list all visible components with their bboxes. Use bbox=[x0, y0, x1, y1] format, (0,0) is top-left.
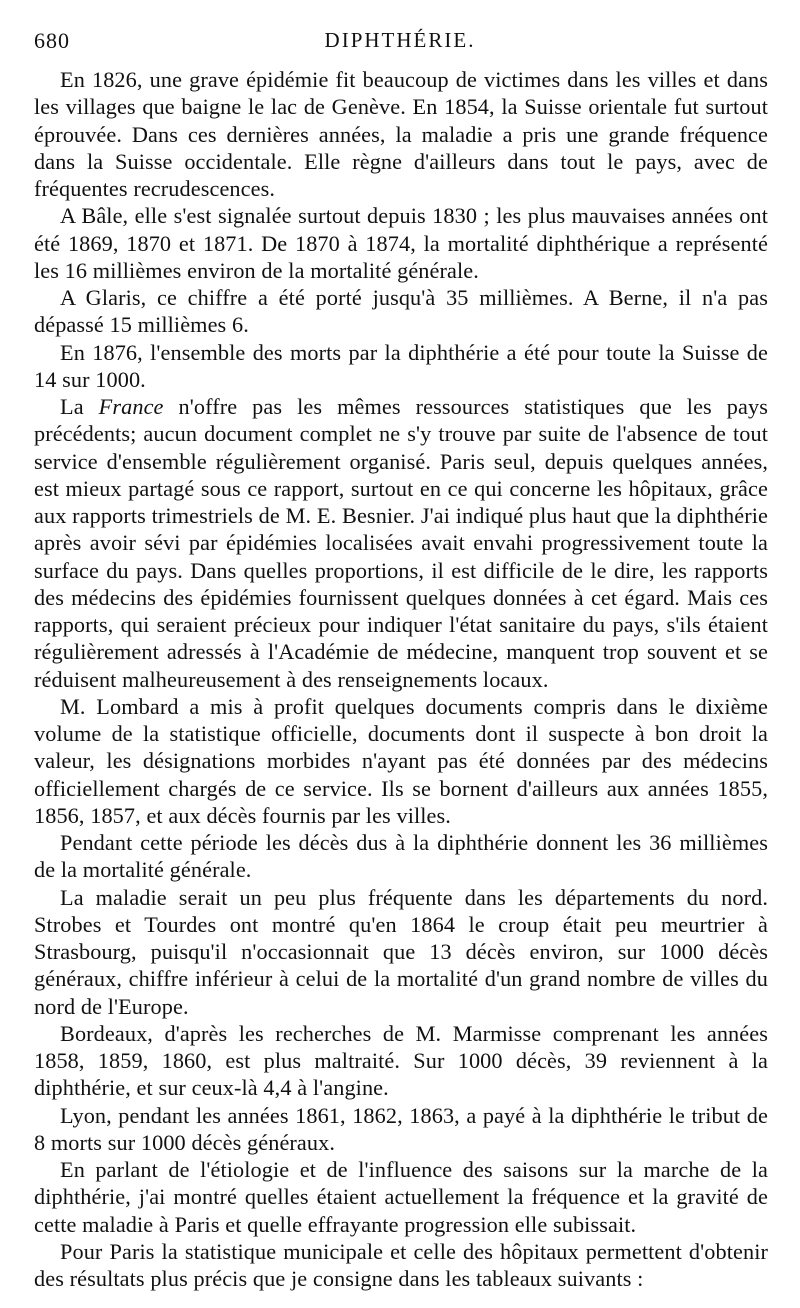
paragraph-france bbox=[34, 393, 768, 693]
page-number: 680 bbox=[34, 28, 70, 53]
paragraph-france-rest: n'offre pas les mêmes ressources statistiques que les pays précédents; aucun document complet ne s'y trouve par suite de l'absence de tout service d'ensemble régulièrement organisé. Paris seul, depuis quelques années, est mieux partagé sous ce rapport, surtout en ce qui concerne les hôpitaux, grâce aux rapports trimestriels de M. E. Besnier. J'ai indiqué plus haut que la diphthérie après avoir sévi par épidémies localisées avait envahi progressivement toute la surface du pays. Dans quelles proportions, il est difficile de le dire, les rapports des médecins des épidémies fournissent quelques données à cet égard. Mais ces rapports, qui seraient précieux pour indiquer l'état sanitaire du pays, s'ils étaient régulièrement adressés à l'Académie de médecine, manquent trop souvent et se réduisent malheureusement à des renseignements locaux. bbox=[34, 394, 768, 692]
paragraph-bordeaux: Bordeaux, d'après les recherches de M. Marmisse comprenant les années 1858, 1859, 1860, est plus maltraité. Sur 1000 décès, 39 reviennent à la diphthérie, et sur ceux-là 4,4 à l'angine. bbox=[34, 1020, 768, 1101]
running-title: DIPHTHÉRIE. bbox=[324, 28, 476, 52]
paragraph-lyon: Lyon, pendant les années 1861, 1862, 1863, a payé à la diphthérie le tribut de 8 morts sur 1000 décès généraux. bbox=[34, 1102, 768, 1155]
paragraph-bale: A Bâle, elle s'est signalée surtout depuis 1830 ; les plus mauvaises années ont été 1869, 1870 et 1871. De 1870 à 1874, la mortalité diphthérique a représenté les 16 millièmes environ de la mortalité générale. bbox=[34, 203, 768, 283]
running-head bbox=[34, 28, 766, 62]
body-text bbox=[34, 66, 768, 1292]
paragraph-strasbourg: La maladie serait un peu plus fréquente dans les départements du nord. Strobes et Tourdes ont montré qu'en 1864 le croup était peu meurtrier à Strasbourg, puisqu'il n'occasionnait que 13 décès environ, sur 1000 décès généraux, chiffre inférieur à celui de la mortalité d'un grand nombre de villes du nord de l'Europe. bbox=[34, 884, 768, 1019]
paragraph-etiologie: En parlant de l'étiologie et de l'influence des saisons sur la marche de la diphthérie, j'ai montré quelles étaient actuellement la fréquence et la gravité de cette maladie à Paris et quelle effrayante progression elle subissait. bbox=[34, 1157, 768, 1237]
paragraph-paris: Pour Paris la statistique municipale et celle des hôpitaux permettent d'obtenir des résultats plus précis que je consigne dans les tableaux suivants : bbox=[34, 1238, 768, 1291]
paragraph-suisse-1876: En 1876, l'ensemble des morts par la diphthérie a été pour toute la Suisse de 14 sur 1000. bbox=[34, 339, 768, 392]
paragraph-france-lead: La bbox=[60, 394, 99, 419]
paragraph-lombard: M. Lombard a mis à profit quelques documents compris dans le dixième volume de la statistique officielle, documents dont il suspecte à bon droit la valeur, les désignations morbides n'ayant pas été données par des médecins officiellement chargés de ce service. Ils se bornent d'ailleurs aux années 1855, 1856, 1857, et aux décès fournis par les villes. bbox=[34, 693, 768, 828]
paragraph-france-italic: France bbox=[98, 394, 164, 419]
paragraph-geneve: En 1826, une grave épidémie fit beaucoup de victimes dans les villes et dans les villages que baigne le lac de Genève. En 1854, la Suisse orientale fut surtout éprouvée. Dans ces dernières années, la maladie a pris une grande fréquence dans la Suisse occidentale. Elle règne d'ailleurs dans tout le pays, avec de fréquentes recrudescences. bbox=[34, 67, 768, 201]
paragraph-glaris: A Glaris, ce chiffre a été porté jusqu'à 35 millièmes. A Berne, il n'a pas dépassé 15 millièmes 6. bbox=[34, 285, 768, 338]
paragraph-periode: Pendant cette période les décès dus à la diphthérie donnent les 36 millièmes de la mortalité générale. bbox=[34, 830, 768, 883]
